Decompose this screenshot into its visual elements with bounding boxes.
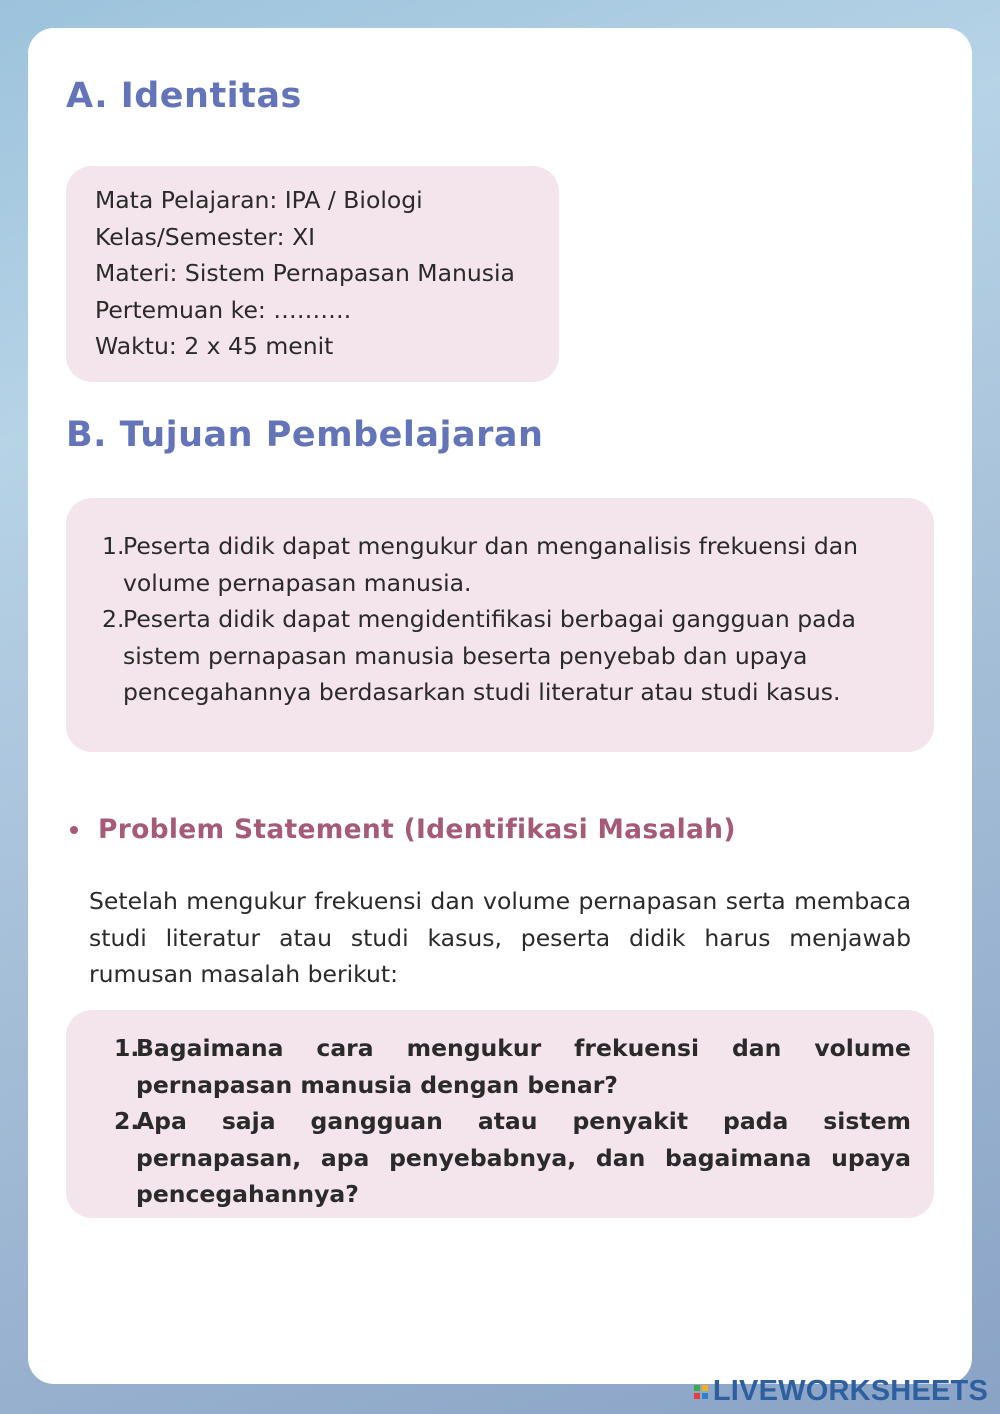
list-item-text: Peserta didik dapat mengukur dan menganalisis frekuensi dan volume pernapasan manusia. xyxy=(123,532,859,597)
liveworksheets-logo-text: LIVEWORKSHEETS xyxy=(712,1375,988,1407)
logo-square-yellow xyxy=(702,1385,708,1391)
identity-class-semester: Kelas/Semester: XI xyxy=(95,222,316,251)
list-item xyxy=(114,1030,911,1103)
identity-box xyxy=(66,166,559,382)
problem-statement-title: Problem Statement (Identifikasi Masalah) xyxy=(98,814,736,845)
list-item-text: Bagaimana cara mengukur frekuensi dan volume pernapasan manusia dengan benar? xyxy=(136,1034,911,1099)
logo-square-green xyxy=(694,1385,700,1391)
logo-square-red xyxy=(694,1393,700,1399)
identity-subject: Mata Pelajaran: IPA / Biologi xyxy=(95,186,423,214)
problem-intro: Setelah mengukur frekuensi dan volume pernapasan serta membaca studi literatur atau studi kasus, peserta didik harus menjawab rumusan masalah berikut: xyxy=(89,887,911,988)
learning-goals-list xyxy=(102,528,892,711)
problem-questions-list xyxy=(114,1030,911,1213)
liveworksheets-logo[interactable] xyxy=(694,1375,988,1408)
bullet-icon xyxy=(70,826,78,834)
list-item xyxy=(102,601,892,711)
liveworksheets-logo-icon xyxy=(694,1385,708,1399)
list-item-text: Peserta didik dapat mengidentifikasi berbagai gangguan pada sistem pernapasan manusia beserta penyebab dan upaya pencegahannya berdasarkan studi literatur atau studi kasus. xyxy=(123,605,856,706)
list-item xyxy=(102,528,892,601)
logo-square-blue xyxy=(702,1393,708,1399)
identity-time: Waktu: 2 x 45 menit xyxy=(95,332,334,360)
section-a-heading: A. Identitas xyxy=(66,76,302,116)
list-item-number: 2. xyxy=(114,1107,140,1135)
identity-meeting: Pertemuan ke: ………. xyxy=(95,295,352,324)
problem-statement-heading xyxy=(70,814,736,845)
list-item-number: 1. xyxy=(102,532,125,560)
section-b-heading: B. Tujuan Pembelajaran xyxy=(66,415,544,455)
learning-goals-box xyxy=(66,498,934,752)
list-item-text: Apa saja gangguan atau penyakit pada sistem pernapasan, apa penyebabnya, dan bagaimana upaya pencegahannya? xyxy=(136,1107,911,1208)
list-item-number: 2. xyxy=(102,605,125,633)
list-item-number: 1. xyxy=(114,1034,140,1062)
problem-questions-box xyxy=(66,1010,934,1218)
identity-topic: Materi: Sistem Pernapasan Manusia xyxy=(95,259,515,287)
list-item xyxy=(114,1103,911,1213)
